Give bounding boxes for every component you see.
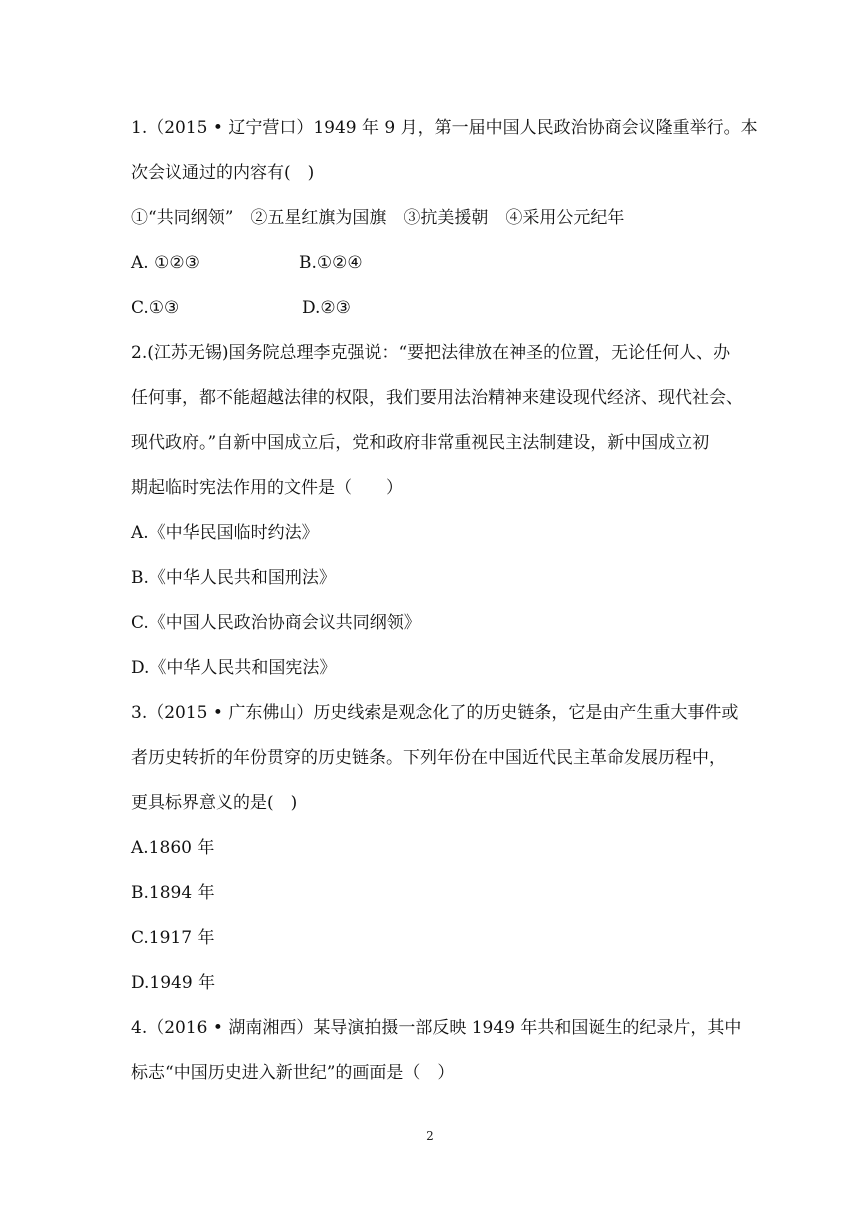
question-3-line-2: 者历史转折的年份贯穿的历史链条。下列年份在中国近代民主革命发展历程中， — [131, 748, 726, 768]
question-2-option-d: D.《中华人民共和国宪法》 — [131, 658, 337, 678]
question-3-option-a: A.1860 年 — [131, 838, 215, 858]
question-3-line-1: 3.（2015 • 广东佛山）历史线索是观念化了的历史链条，它是由产生重大事件或 — [131, 703, 739, 723]
question-3-option-b: B.1894 年 — [131, 883, 215, 903]
option-d: D.②③ — [302, 298, 351, 318]
question-2-line-4: 期起临时宪法作用的文件是（ ） — [131, 478, 403, 498]
question-3-option-d: D.1949 年 — [131, 973, 216, 993]
question-3-option-c: C.1917 年 — [131, 928, 215, 948]
question-1-items: ①“共同纲领” ②五星红旗为国旗 ③抗美援朝 ④采用公元纪年 — [131, 208, 625, 228]
option-b: B.①②④ — [299, 253, 363, 273]
question-2-option-c: C.《中国人民政治协商会议共同纲领》 — [131, 613, 421, 633]
question-4-line-1: 4.（2016 • 湖南湘西）某导演拍摄一部反映 1949 年共和国诞生的纪录片，其中 — [131, 1018, 742, 1038]
question-2-option-b: B.《中华人民共和国刑法》 — [131, 568, 336, 588]
question-1-line-1: 1.（2015 • 辽宁营口）1949 年 9 月，第一届中国人民政治协商会议隆重举行。本 — [131, 118, 758, 138]
question-1-line-2: 次会议通过的内容有( ) — [131, 163, 315, 183]
option-c: C.①③ — [131, 298, 180, 318]
option-a: A. ①②③ — [131, 253, 200, 273]
question-2-line-3: 现代政府。”自新中国成立后，党和政府非常重视民主法制建设，新中国成立初 — [131, 433, 710, 453]
question-4-line-2: 标志“中国历史进入新世纪”的画面是（ ） — [131, 1063, 455, 1083]
page-number: 2 — [426, 1129, 434, 1143]
question-2-line-1: 2.(江苏无锡)国务院总理李克强说：“要把法律放在神圣的位置，无论任何人、办 — [131, 343, 731, 363]
question-2-line-2: 任何事，都不能超越法律的权限，我们要用法治精神来建设现代经济、现代社会、 — [131, 388, 743, 408]
question-3-line-3: 更具标界意义的是( ) — [131, 793, 298, 813]
question-2-option-a: A.《中华民国临时约法》 — [131, 523, 319, 543]
question-1-options-row-1 — [131, 252, 731, 274]
question-1-options-row-2 — [131, 297, 731, 319]
